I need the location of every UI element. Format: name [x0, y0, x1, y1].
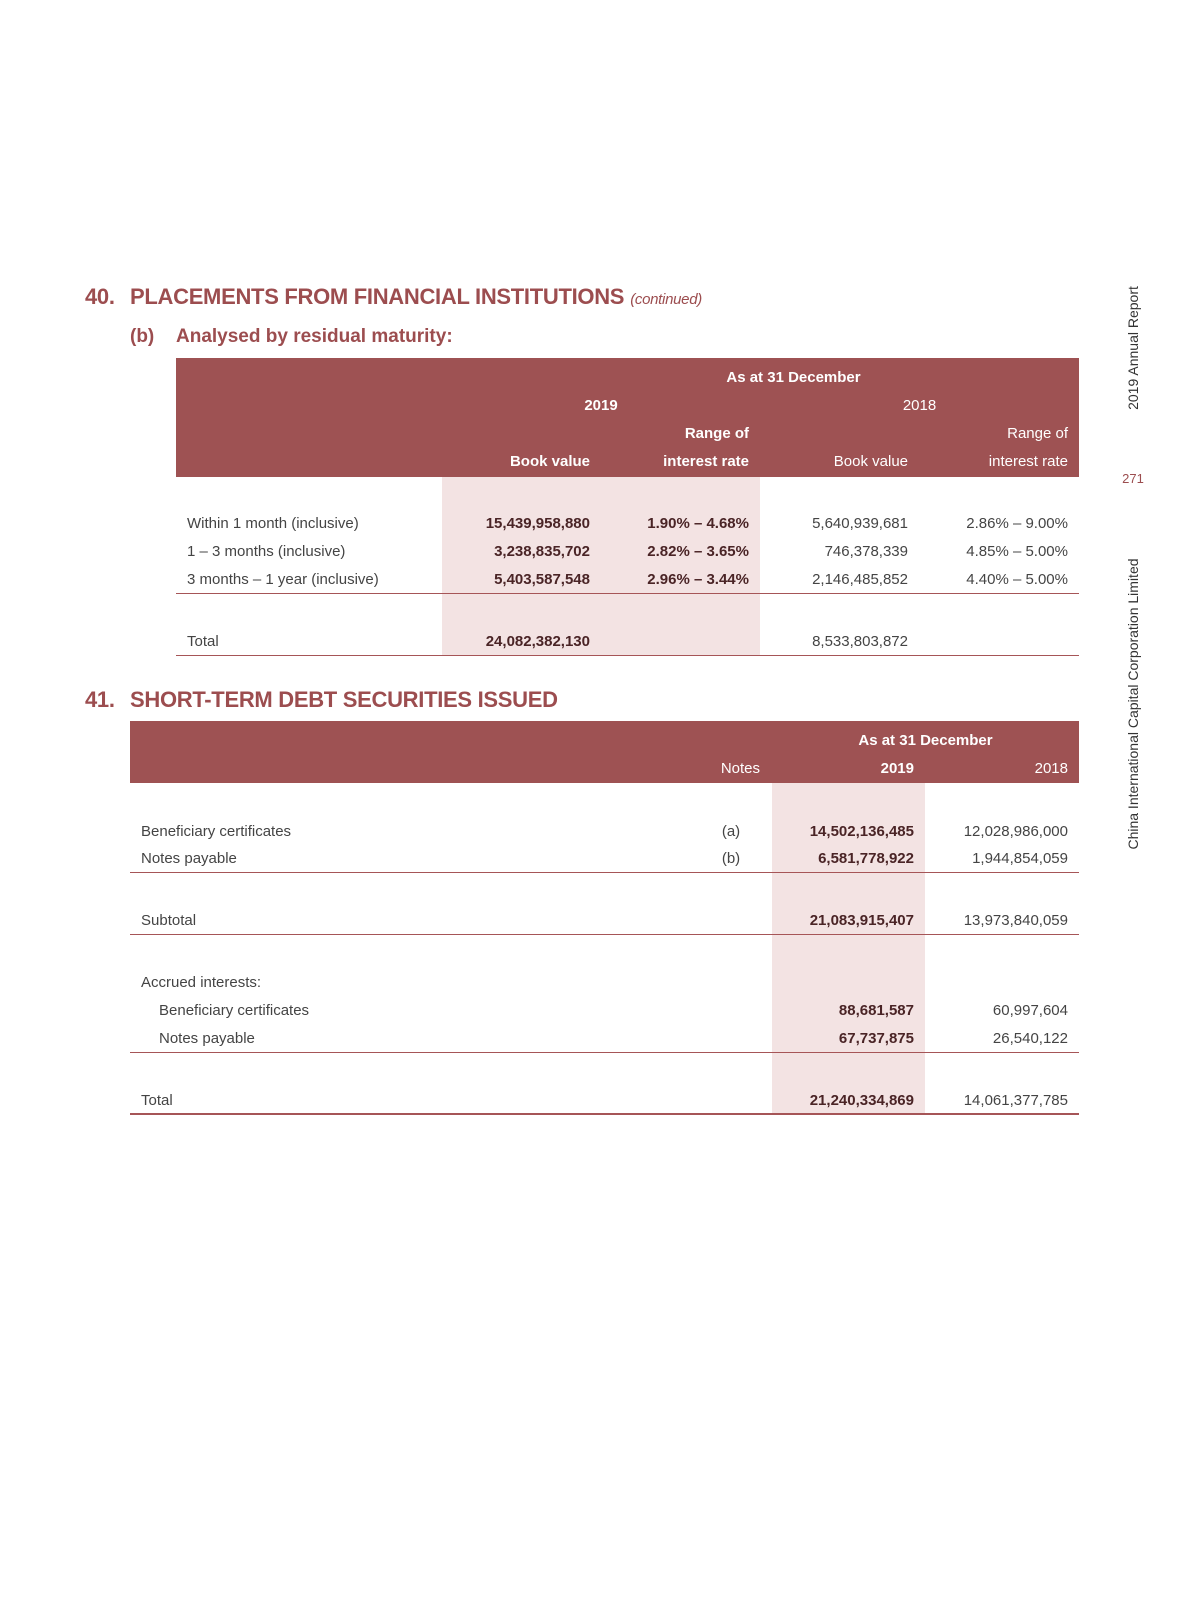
divider [176, 655, 1079, 656]
table-row: Beneficiary certificates 88,681,587 60,997,604 [159, 1002, 1068, 1019]
header-2019: 2019 [584, 397, 618, 414]
table-row: 3 months – 1 year (inclusive) 5,403,587,548 2.96% – 3.44% 2,146,485,852 4.40% – 5.00% [187, 571, 1068, 588]
divider [130, 1052, 1079, 1053]
header-interest-rate-2018: interest rate [988, 453, 1068, 470]
section-40b-subtitle: (b) Analysed by residual maturity: [130, 326, 453, 347]
header-as-at: As at 31 December [726, 369, 861, 386]
section-40-title: 40. PLACEMENTS FROM FINANCIAL INSTITUTIONS (continued) [85, 284, 702, 309]
table-40-year-row [176, 396, 1079, 416]
header-2018: 2018 [902, 397, 937, 414]
table-row-total: Total 21,240,334,869 14,061,377,785 [141, 1092, 1068, 1109]
table-40-highlight-2019 [442, 477, 760, 655]
table-row: Notes payable 67,737,875 26,540,122 [159, 1030, 1068, 1047]
page-number: 271 [1122, 471, 1144, 486]
table-row: Notes payable (b) 6,581,778,922 1,944,854,059 [141, 850, 1068, 867]
table-40-range-row [176, 424, 1079, 444]
side-report-title: 2019 Annual Report [1125, 286, 1141, 410]
table-41-header-row [772, 731, 1079, 751]
accrued-interests-label: Accrued interests: [141, 974, 262, 991]
table-40-colhead-row [176, 452, 1079, 472]
table-41-colhead-row [130, 759, 1079, 779]
header-book-value-2019: Book value [509, 453, 590, 470]
divider [130, 872, 1079, 873]
header-book-value-2018: Book value [833, 453, 908, 470]
table-row-total: Total 24,082,382,130 8,533,803,872 [187, 633, 908, 650]
table-40-header-row [176, 368, 1079, 388]
divider [130, 934, 1079, 935]
header-range-2019: Range of [684, 425, 749, 442]
header-range-2018: Range of [1007, 425, 1068, 442]
table-row: Within 1 month (inclusive) 15,439,958,880 1.90% – 4.68% 5,640,939,681 2.86% – 9.00% [187, 515, 1068, 532]
side-company-name: China International Capital Corporation Limited [1125, 558, 1141, 850]
section-41-title: 41. SHORT-TERM DEBT SECURITIES ISSUED [85, 687, 558, 712]
divider [130, 1113, 1079, 1115]
header-2019: 2019 [880, 760, 914, 777]
table-row: 1 – 3 months (inclusive) 3,238,835,702 2.82% – 3.65% 746,378,339 4.85% – 5.00% [187, 543, 1068, 560]
header-interest-rate-2019: interest rate [663, 453, 749, 470]
table-row-subtotal: Subtotal 21,083,915,407 13,973,840,059 [141, 912, 1068, 929]
header-as-at: As at 31 December [858, 732, 993, 749]
divider [176, 593, 1079, 594]
table-row: Beneficiary certificates (a) 14,502,136,485 12,028,986,000 [141, 823, 1068, 840]
header-notes: Notes [720, 760, 760, 777]
header-2018: 2018 [1034, 760, 1068, 777]
